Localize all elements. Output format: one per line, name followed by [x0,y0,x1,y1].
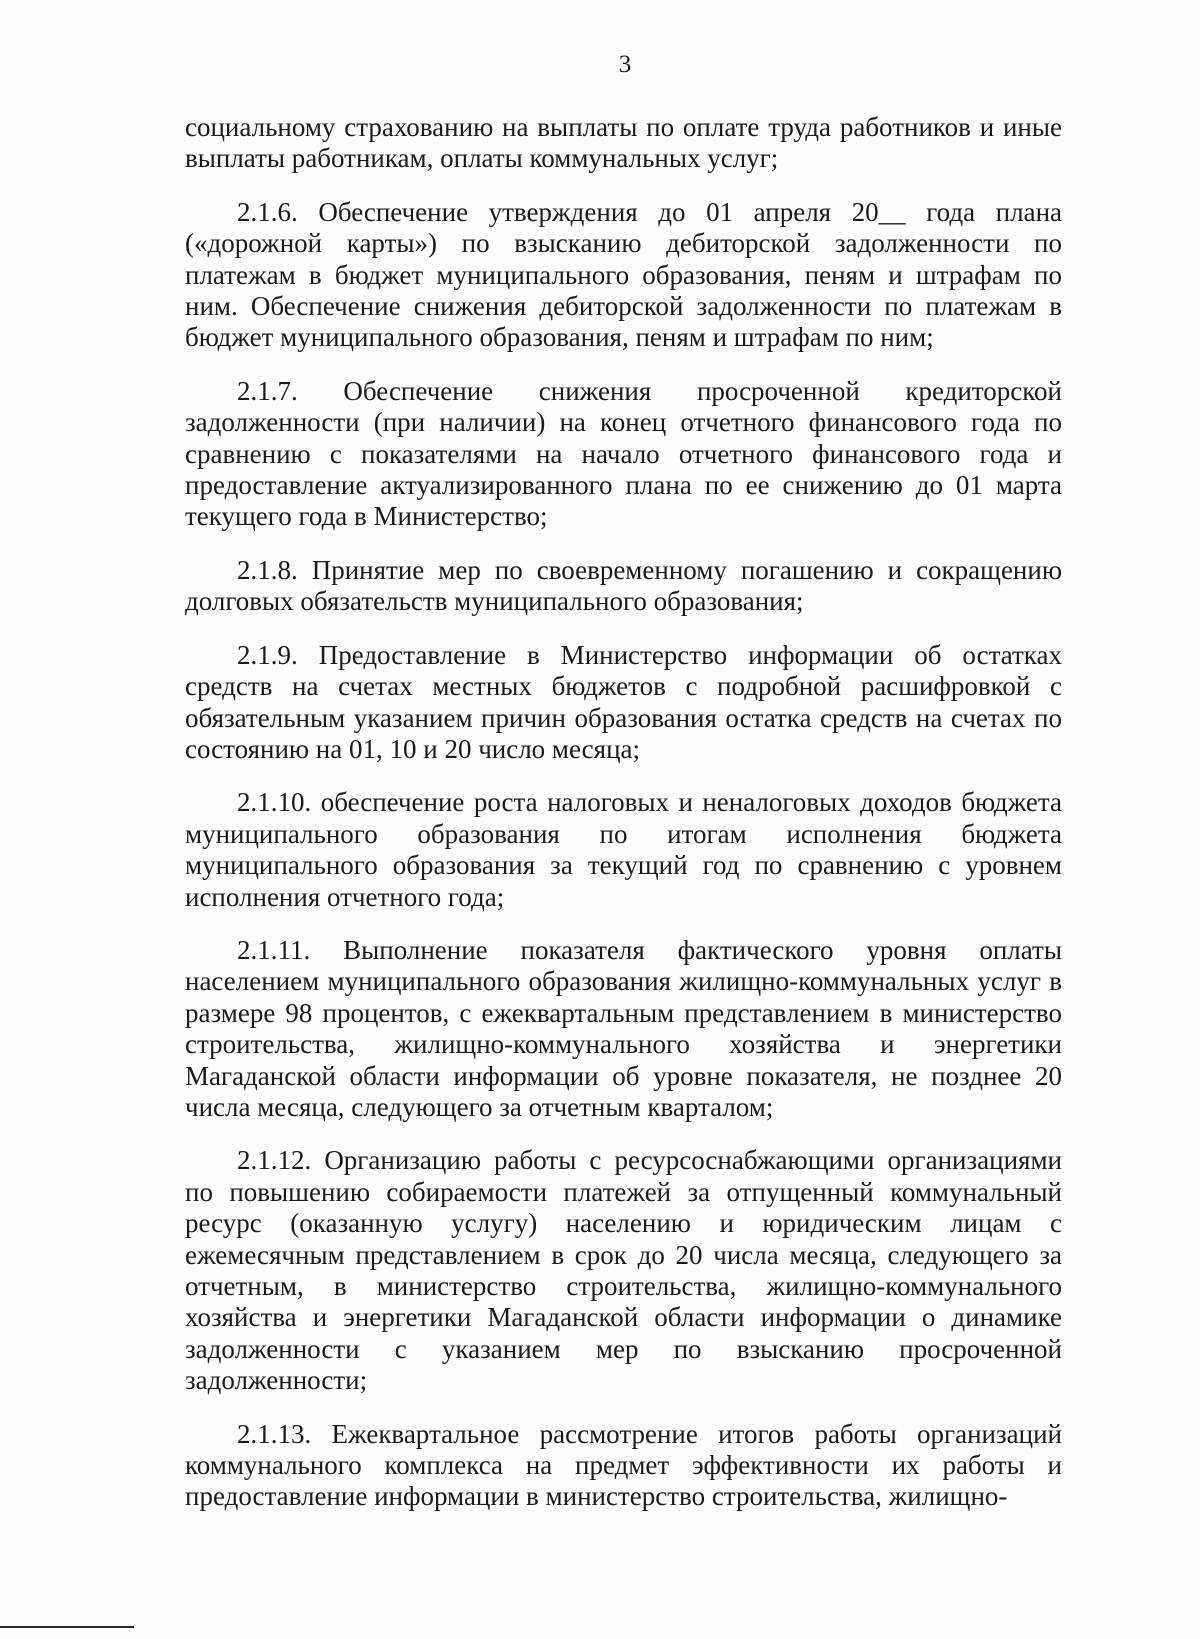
paragraph-2-1-9: 2.1.9. Предоставление в Министерство информации об остатках средств на счетах местных бюджетов с подробной расшифровкой с обязательным указанием причин образования остатка средств на счетах по состоянию на 01, 10 и 20 число месяца; [185,639,1062,764]
paragraph-2-1-8: 2.1.8. Принятие мер по своевременному погашению и сокращению долговых обязательств муниципального образования; [185,554,1062,617]
paragraph-2-1-6: 2.1.6. Обеспечение утверждения до 01 апреля 20__ года плана («дорожной карты») по взысканию дебиторской задолженности по платежам в бюджет муниципального образования, пеням и штрафам по ним. Обеспечение снижения дебиторской задолженности по платежам в бюджет муниципального образования, пеням и штрафам по ним; [185,196,1062,353]
paragraph-continuation: социальному страхованию на выплаты по оплате труда работников и иные выплаты работникам, оплаты коммунальных услуг; [185,112,1062,174]
paragraph-2-1-13: 2.1.13. Ежеквартальное рассмотрение итогов работы организаций коммунального комплекса на предмет эффективности их работы и предоставление информации в министерство строительства, жилищно- [185,1418,1062,1512]
paragraph-2-1-11: 2.1.11. Выполнение показателя фактического уровня оплаты населением муниципального образования жилищно-коммунальных услуг в размере 98 процентов, с ежеквартальным представлением в министерство строительства, жилищно-коммунального хозяйства и энергетики Магаданской области информации об уровне показателя, не позднее 20 числа месяца, следующего за отчетным кварталом; [185,934,1062,1122]
paragraph-2-1-12: 2.1.12. Организацию работы с ресурсоснабжающими организациями по повышению собираемости платежей за отпущенный коммунальный ресурс (оказанную услугу) населению и юридическим лицам с ежемесячным представлением в срок до 20 числа месяца, следующего за отчетным, в министерство строительства, жилищно-коммунального хозяйства и энергетики Магаданской области информации о динамике задолженности с указанием мер по взысканию просроченной задолженности; [185,1145,1062,1396]
page-number: 3 [618,51,632,78]
paragraph-2-1-7: 2.1.7. Обеспечение снижения просроченной кредиторской задолженности (при наличии) на конец отчетного финансового года по сравнению с показателями на начало отчетного финансового года и предоставление актуализированного плана по ее снижению до 01 марта текущего года в Министерство; [185,375,1062,532]
document-body [185,112,1062,1535]
footnote-separator-line [0,1626,134,1628]
paragraph-2-1-10: 2.1.10. обеспечение роста налоговых и неналоговых доходов бюджета муниципального образования по итогам исполнения бюджета муниципального образования за текущий год по сравнению с уровнем исполнения отчетного года; [185,787,1062,912]
